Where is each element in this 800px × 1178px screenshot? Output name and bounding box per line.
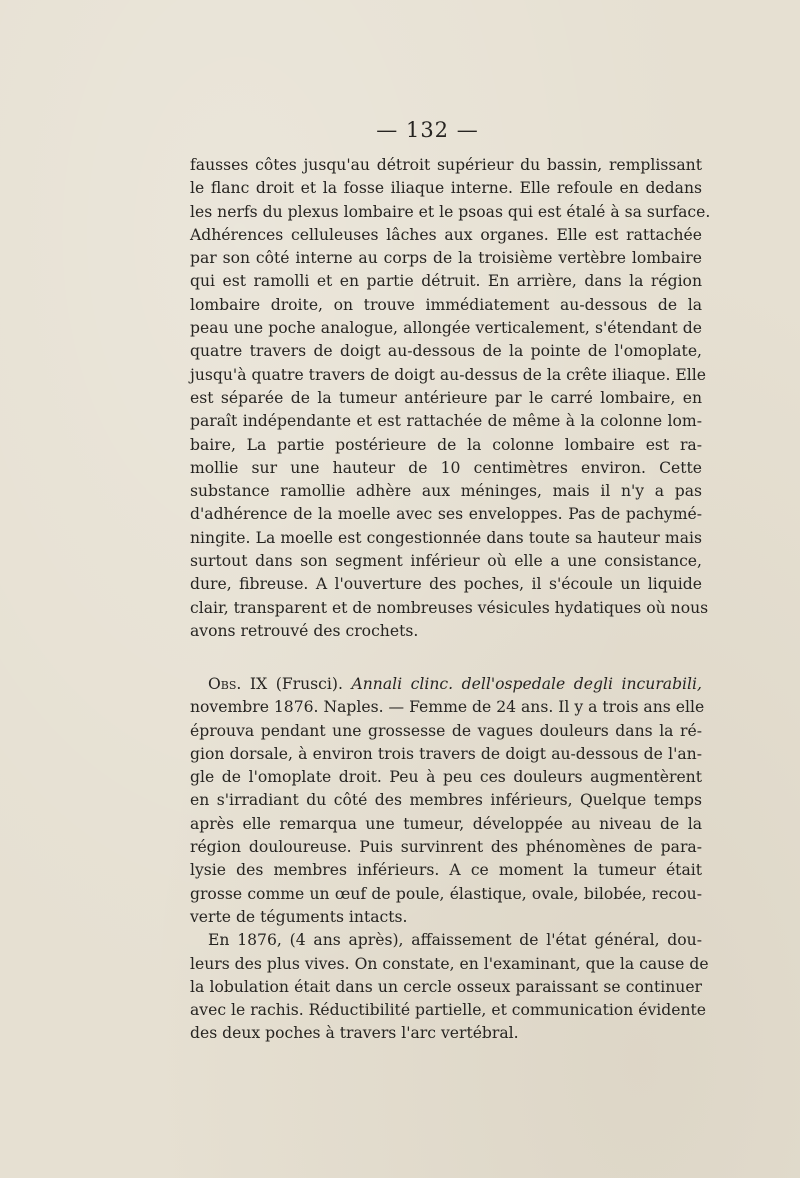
text-line: les nerfs du plexus lombaire et le psoas qui est étalé à sa surface. [190, 202, 711, 221]
paragraph-observation-ix [190, 673, 709, 1046]
text-line: substance ramollie adhère aux méninges, mais il n'y a pas [190, 482, 702, 501]
text-line: dure, fibreuse. A l'ouverture des poches, il s'écoule un liquide [190, 575, 702, 594]
text-line: mollie sur une hauteur de 10 centimètres environ. Cette [190, 458, 702, 477]
text-line: qui est ramolli et en partie détruit. En arrière, dans la région [190, 272, 702, 291]
text-line: en s'irradiant du côté des membres inférieurs, Quelque temps [190, 791, 702, 810]
text-line: leurs des plus vives. On constate, en l'examinant, que la cause de [190, 954, 709, 973]
text-line: par son côté interne au corps de la troisième vertèbre lombaire [190, 249, 702, 268]
text-line: lombaire droite, on trouve immédiatement au-dessous de la [190, 295, 702, 314]
text-line: clair, transparent et de nombreuses vésicules hydatiques où nous [190, 598, 709, 617]
text-line: ningite. La moelle est congestionnée dans toute sa hauteur mais [190, 528, 702, 547]
text-line: En 1876, (4 ans après), affaissement de l'état général, dou- [208, 931, 702, 950]
page-number: — 132 — [376, 118, 479, 142]
text-line: jusqu'à quatre travers de doigt au-dessus de la crête iliaque. Elle [190, 365, 706, 384]
text-line: novembre 1876. Naples. — Femme de 24 ans. Il y a trois ans elle [190, 698, 705, 717]
text-line: région douloureuse. Puis survinrent des phénomènes de para- [190, 838, 702, 857]
observation-label: Obs. IX [208, 675, 268, 693]
text-line: après elle remarqua une tumeur, développée au niveau de la [190, 814, 702, 833]
text-line: surtout dans son segment inférieur où elle a une consistance, [190, 552, 702, 571]
text-line: paraît indépendante et est rattachée de même à la colonne lom- [190, 412, 702, 431]
text-line: est séparée de la tumeur antérieure par le carré lombaire, en [190, 388, 702, 407]
observation-journal: Annali clinc. dell'ospedale degli incurabili, [351, 675, 702, 693]
observation-heading-line [190, 673, 702, 696]
text-line: lysie des membres inférieurs. A ce moment la tumeur était [190, 861, 702, 880]
text-line: verte de téguments intacts. [190, 907, 408, 926]
text-line: grosse comme un œuf de poule, élastique, ovale, bilobée, recou- [190, 884, 702, 903]
text-line: fausses côtes jusqu'au détroit supérieur du bassin, remplissant [190, 156, 702, 174]
text-line: avec le rachis. Réductibilité partielle, et communication évidente [190, 1001, 707, 1020]
text-line: peau une poche analogue, allongée verticalement, s'étendant de [190, 319, 702, 338]
text-line: la lobulation était dans un cercle osseux paraissant se continuer [190, 977, 702, 996]
observation-author: (Frusci). [275, 675, 343, 693]
text-line: d'adhérence de la moelle avec ses enveloppes. Pas de pachymé- [190, 505, 702, 524]
text-line: gle de l'omoplate droit. Peu à peu ces douleurs augmentèrent [190, 768, 702, 787]
text-line: le flanc droit et la fosse iliaque interne. Elle refoule en dedans [190, 179, 702, 198]
text-line: baire, La partie postérieure de la colonne lombaire est ra- [190, 435, 702, 454]
text-line: des deux poches à travers l'arc vertébral. [190, 1024, 519, 1043]
paragraph-autopsy [190, 154, 711, 643]
text-line: éprouva pendant une grossesse de vagues douleurs dans la ré- [190, 721, 702, 740]
text-line: gion dorsale, à environ trois travers de doigt au-dessous de l'an- [190, 744, 702, 763]
text-line: Adhérences celluleuses lâches aux organes. Elle est rattachée [190, 225, 702, 244]
text-line: avons retrouvé des crochets. [190, 621, 419, 640]
text-line: quatre travers de doigt au-dessous de la pointe de l'omoplate, [190, 342, 702, 361]
